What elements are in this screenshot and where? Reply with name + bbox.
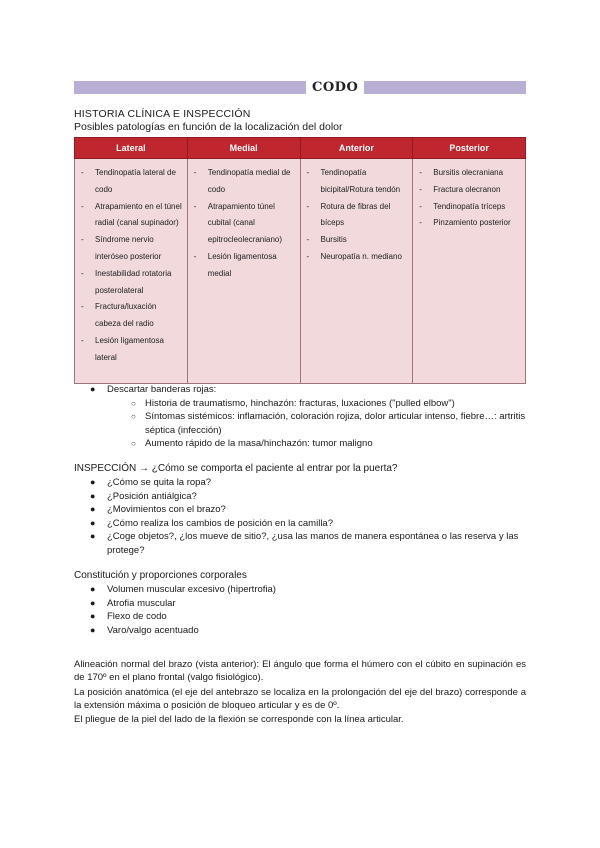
circle-bullet-icon: ○ [131,412,136,421]
paragraph-pliegue: El pliegue de la piel del lado de la flexión se corresponde con la línea articular. [74,713,404,725]
list-item [74,383,530,397]
list-item: - Tendinopatía lateral de codo [79,165,183,199]
list-item-text: Atrofia muscular [107,597,176,609]
list-item-text: ¿Movimientos con el brazo? [107,504,226,515]
table-cell-anterior [300,159,413,384]
list-item: - Tendinopatía tríceps [417,199,521,216]
list-item-text: ¿Coge objetos?, ¿los mueve de sitio?, ¿usa las manos de manera espontánea o las reserva y las protege? [107,531,519,556]
list-item [74,583,530,597]
bullet-icon: ● [90,384,96,394]
list-item [74,490,530,504]
bullet-icon: ● [90,584,96,594]
table-cell-medial [187,159,300,384]
list-item-text: Síntomas sistémicos: inflamación, coloración rojiza, dolor articular intenso, fiebre…: artritis séptica (infección) [145,411,526,436]
list-item: - Síndrome nervio interóseo posterior [79,232,183,266]
bullet-icon: ● [90,611,96,621]
list-item: - Atrapamiento en el túnel radial (canal supinador) [79,199,183,233]
list-item: - Atrapamiento túnel cubital (canal epitrocleolecraniano) [192,199,296,249]
list-item: - Neuropatía n. mediano [305,249,409,266]
list-item [74,397,530,411]
bullet-icon: ● [90,504,96,514]
list-item [74,503,530,517]
list-item [74,624,530,638]
circle-bullet-icon: ○ [131,398,136,408]
table-header-lateral: Lateral [75,138,188,159]
red-flags-list [74,383,530,451]
bullet-icon: ● [90,624,96,635]
list-item: - Fractura/luxación cabeza del radio [79,299,183,333]
list-item: - Tendinopatía bicipital/Rotura tendón [305,165,409,199]
bullet-icon: ● [90,477,96,487]
list-item [74,437,530,451]
list-item-text: Volumen muscular excesivo (hipertrofia) [107,584,276,595]
list-item [74,410,530,437]
list-item: - Tendinopatía medial de codo [192,165,296,199]
title-bar-left [74,81,306,94]
pathology-table [74,137,526,384]
section-heading-historia: HISTORIA CLÍNICA E INSPECCIÓN [74,108,251,120]
constitucion-list [74,583,530,637]
list-item [74,476,530,490]
red-flags-label: Descartar banderas rojas: [107,384,217,395]
list-item-text: Aumento rápido de la masa/hinchazón: tumor maligno [145,438,373,449]
table-header-anterior: Anterior [300,138,413,159]
inspeccion-heading: INSPECCIÓN → ¿Cómo se comporta el paciente al entrar por la puerta? [74,463,398,474]
section-subheading-posibles: Posibles patologías en función de la localización del dolor [74,121,343,133]
list-item: - Lesión ligamentosa lateral [79,333,183,367]
table-header-medial: Medial [187,138,300,159]
list-item: - Fractura olecranon [417,182,521,199]
list-item [74,530,530,557]
list-item: - Pinzamiento posterior [417,215,521,232]
list-item [74,517,530,531]
bullet-icon: ● [90,531,96,541]
list-item: - Inestabilidad rotatoria posterolateral [79,266,183,300]
title-banner [74,79,526,95]
list-item [74,597,530,611]
list-item-text: ¿Posición antiálgica? [107,490,197,502]
list-item-text: Historia de traumatismo, hinchazón: fracturas, luxaciones ("pulled elbow") [145,397,455,409]
list-item-text: ¿Cómo se quita la ropa? [107,477,212,488]
list-item-text: ¿Cómo realiza los cambios de posición en la camilla? [107,517,333,529]
table-cell-lateral [75,159,188,384]
title-bar-right [364,81,526,94]
paragraph-posicion-anatomica: La posición anatómica (el eje del antebrazo se localiza en la prolongación del eje del brazo) corresponde a la extensión máxima o posición de bloqueo articular y es de 0º. [74,686,526,712]
bullet-icon: ● [90,517,96,528]
inspeccion-list [74,476,530,557]
constitucion-heading: Constitución y proporciones corporales [74,570,247,581]
list-item [74,610,530,624]
list-item: - Rotura de fibras del bíceps [305,199,409,233]
table-header-posterior: Posterior [413,138,526,159]
list-item-text: Flexo de codo [107,611,167,622]
bullet-icon: ● [90,597,96,608]
circle-bullet-icon: ○ [131,439,136,448]
bullet-icon: ● [90,490,96,501]
page-title: CODO [312,79,359,95]
table-cell-posterior [413,159,526,384]
list-item-text: Varo/valgo acentuado [107,624,199,636]
list-item: - Lesión ligamentosa medial [192,249,296,283]
paragraph-alineacion: Alineación normal del brazo (vista anterior): El ángulo que forma el húmero con el cúbito en supinación es de 170º en el plano frontal (valgo fisiológico). [74,658,526,684]
list-item: - Bursitis olecraniana [417,165,521,182]
list-item: - Bursitis [305,232,409,249]
